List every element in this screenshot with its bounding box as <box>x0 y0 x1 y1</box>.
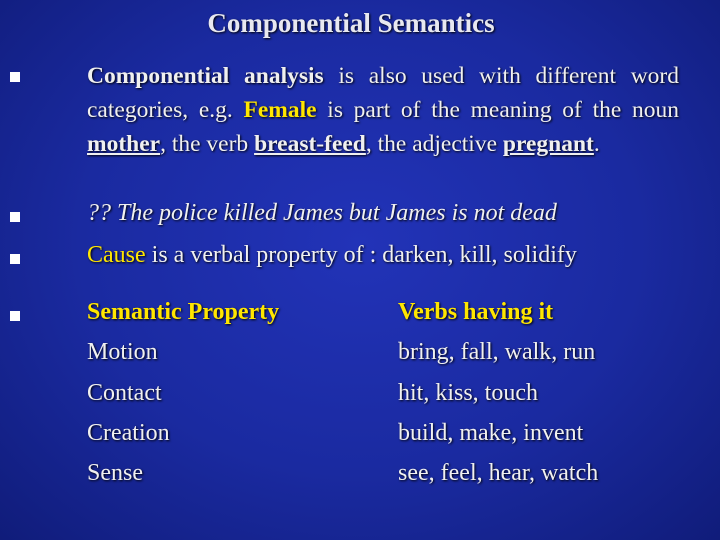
table-header-verbs: Verbs having it <box>398 299 554 325</box>
table-cell-verbs: bring, fall, walk, run <box>398 339 596 365</box>
cause-statement <box>87 242 577 269</box>
table-cell-property: Motion <box>87 339 158 365</box>
text-segment: , the verb <box>160 131 255 157</box>
text-segment: . <box>593 131 600 157</box>
table-cell-verbs: see, feel, hear, watch <box>398 460 599 486</box>
table-cell-property: Creation <box>87 420 170 446</box>
table-cell-property: Sense <box>87 460 143 486</box>
text-segment: is also used with different word categories, e.g. <box>87 63 679 123</box>
term-mother: mother <box>87 131 161 157</box>
example-sentence: ?? The police killed James but James is not dead <box>87 200 557 226</box>
bullet-marker-3 <box>10 254 20 264</box>
slide-title: Componential Semantics <box>207 8 495 38</box>
text-segment: , the adjective <box>365 131 503 157</box>
bullet-marker-2 <box>10 212 20 222</box>
bullet-marker-1 <box>10 72 20 82</box>
term-breast-feed: breast-feed <box>254 131 366 157</box>
term-female: Female <box>243 97 317 123</box>
text-segment: is part of the meaning of the noun <box>316 97 680 123</box>
bullet-marker-4 <box>10 311 20 321</box>
table-cell-verbs: hit, kiss, touch <box>398 380 539 406</box>
table-header-property: Semantic Property <box>87 299 280 325</box>
paragraph-componential-analysis <box>87 59 679 161</box>
term-pregnant: pregnant <box>502 131 594 157</box>
table-cell-property: Contact <box>87 380 162 406</box>
text-segment: is a verbal property of : darken, kill, solidify <box>145 242 577 268</box>
table-cell-verbs: build, make, invent <box>398 420 584 446</box>
term-cause: Cause <box>87 242 146 268</box>
term-componential-analysis: Componential analysis <box>87 63 324 89</box>
